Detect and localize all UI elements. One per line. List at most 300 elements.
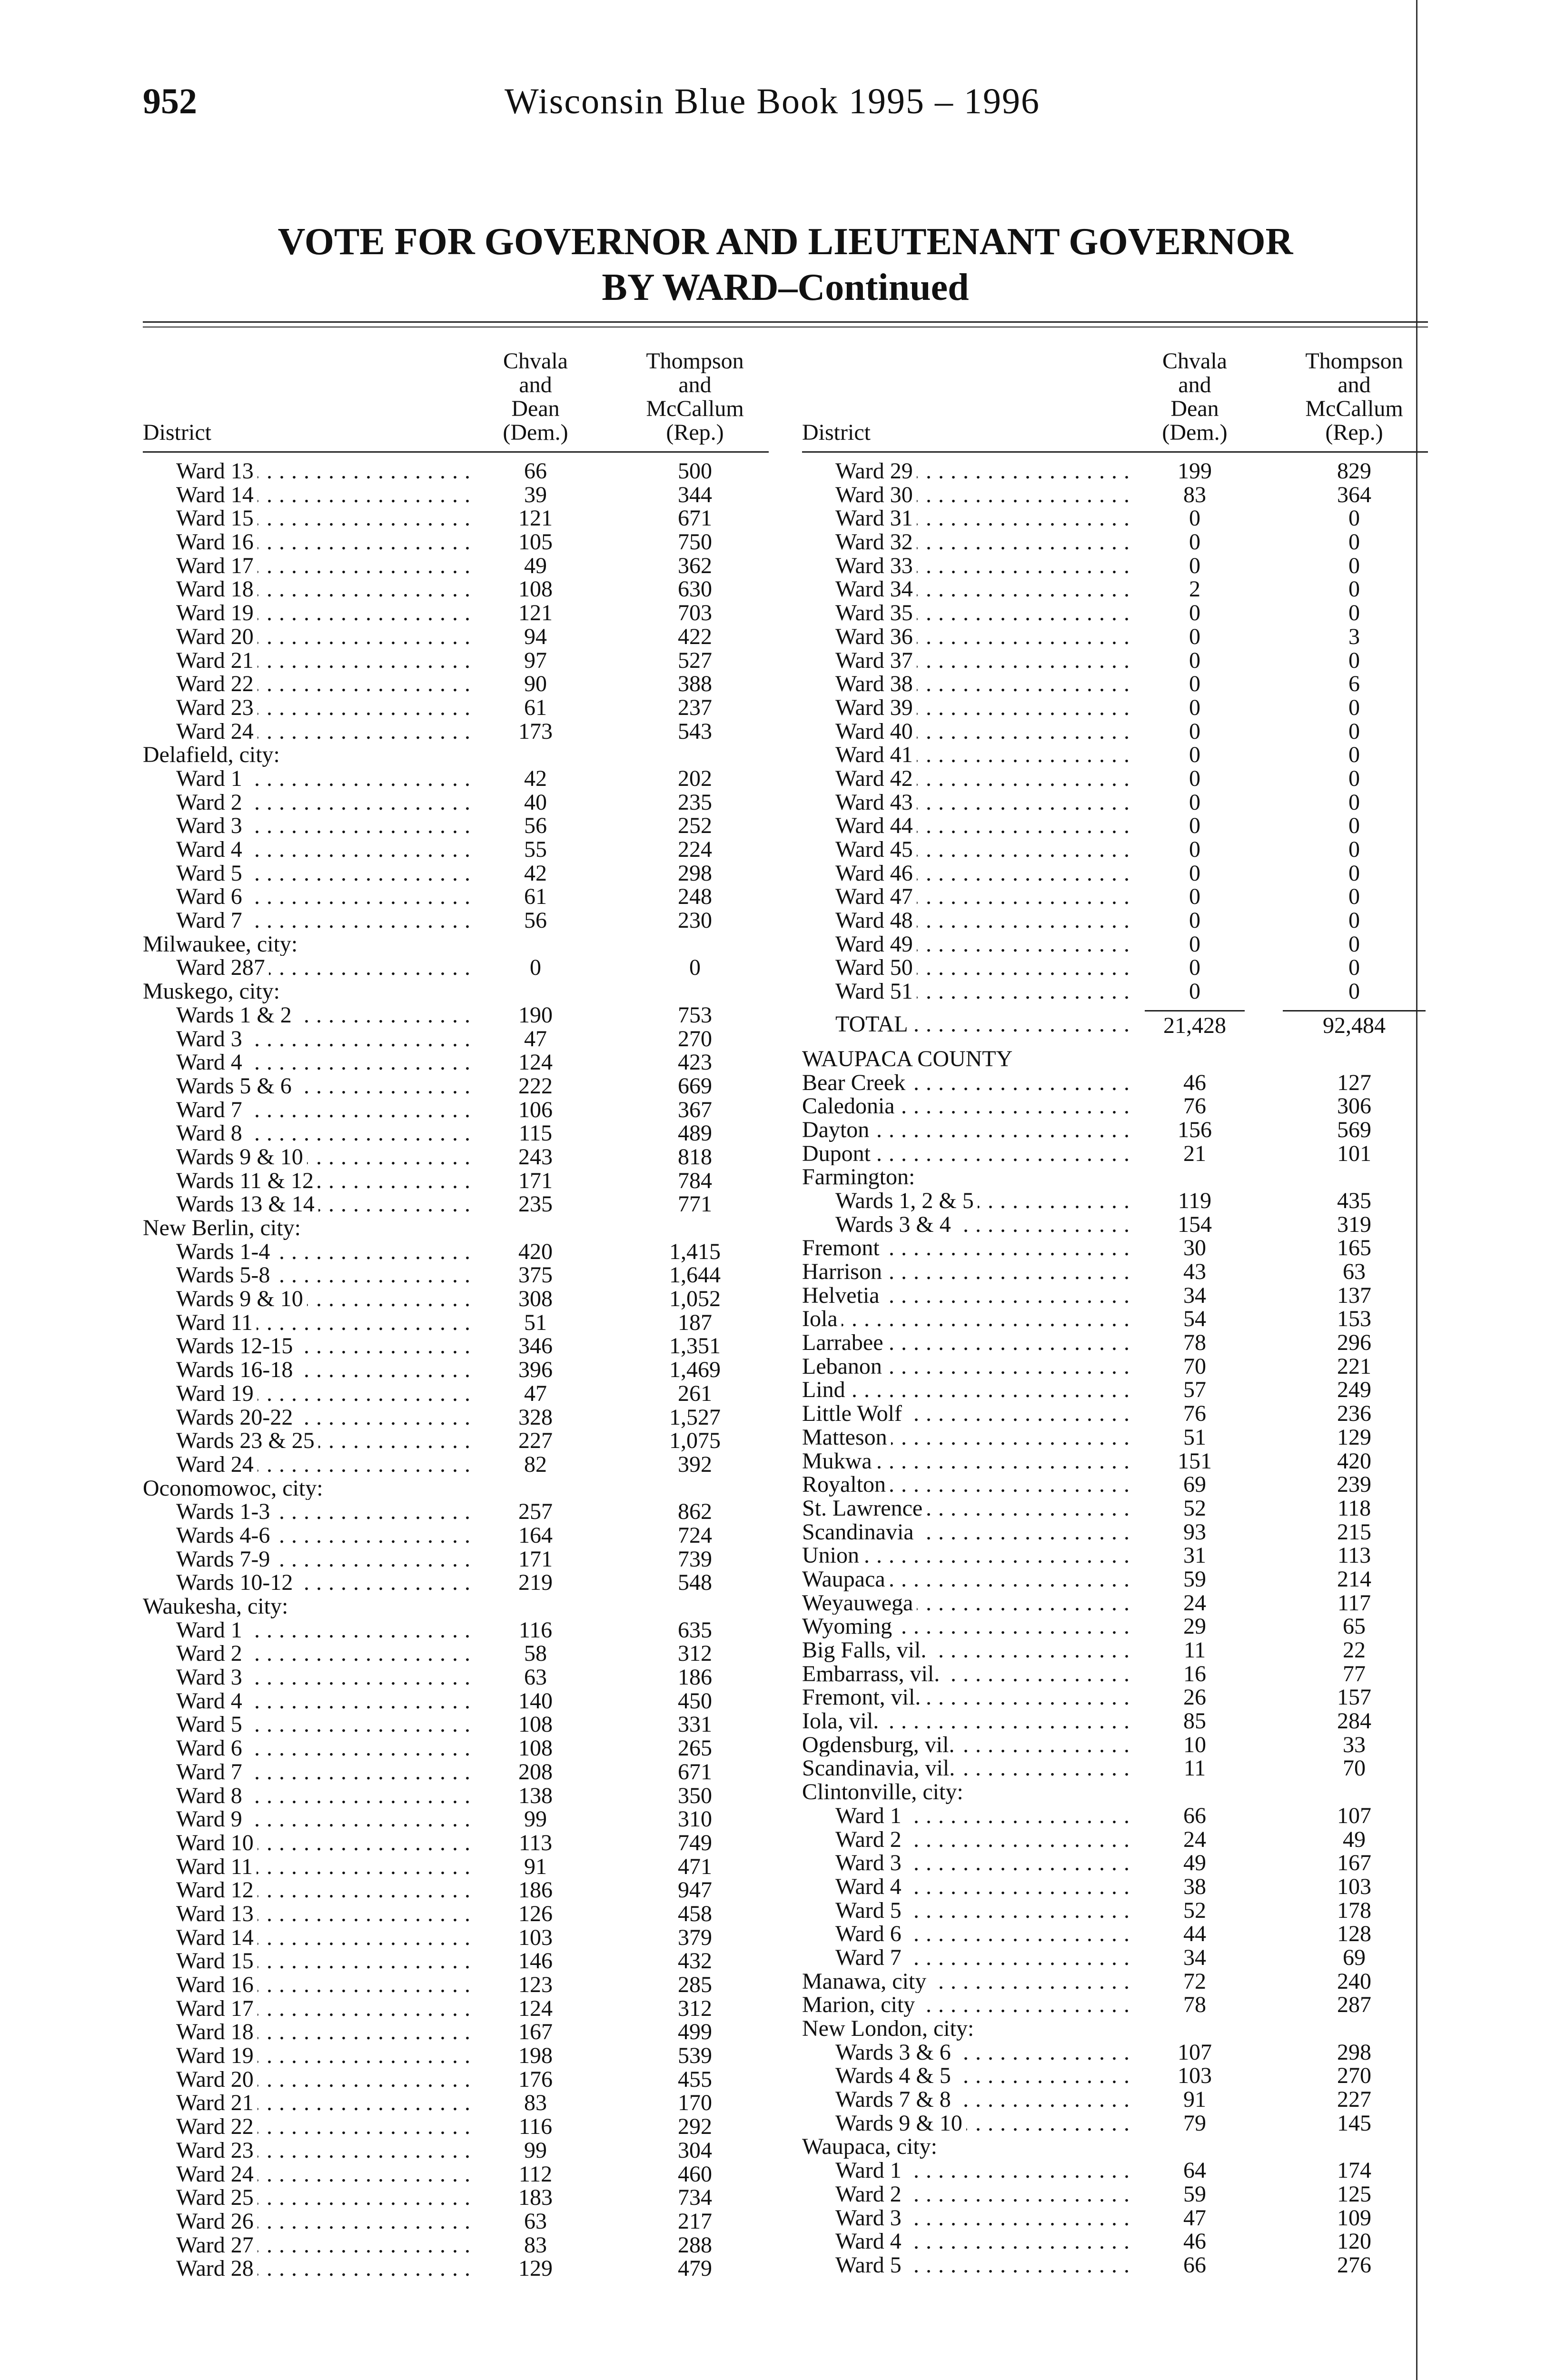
- dem-votes: 129: [518, 2256, 553, 2281]
- table-row: [143, 2139, 769, 2162]
- dem-votes: 83: [524, 2090, 547, 2116]
- rep-votes: 635: [678, 1617, 712, 1643]
- rep-votes: 0: [1348, 955, 1360, 981]
- rep-votes: 0: [1348, 837, 1360, 862]
- district-cell: [143, 1477, 476, 1500]
- district-name: Ward 3: [143, 1666, 246, 1689]
- dem-header-line: and: [1178, 372, 1211, 397]
- rep-votes: 284: [1337, 1708, 1371, 1734]
- table-row: [143, 1642, 769, 1666]
- dem-votes: 21,428: [1145, 1010, 1245, 1040]
- district-cell: [143, 459, 476, 483]
- rep-votes: 287: [1337, 1992, 1371, 2018]
- district-cell: [802, 1189, 1135, 1213]
- rep-votes: 261: [678, 1380, 712, 1406]
- district-name: Ward 24: [143, 1453, 258, 1477]
- district-name: Ward 18: [143, 2020, 258, 2044]
- dem-votes: 56: [524, 908, 547, 933]
- table-row: [143, 1334, 769, 1358]
- district-cell: [802, 1118, 1135, 1142]
- district-cell: [802, 1851, 1135, 1875]
- district-name: Ward 36: [802, 625, 917, 649]
- rep-votes: 367: [678, 1097, 712, 1122]
- rep-votes: 0: [1348, 742, 1360, 768]
- table-row: [802, 1520, 1428, 1544]
- section-heading-row: [802, 2135, 1428, 2159]
- table-row: [143, 2044, 769, 2068]
- district-name: Ward 17: [143, 554, 258, 578]
- district-name: Ward 2: [143, 791, 246, 814]
- district-cell: [802, 1236, 1135, 1260]
- dem-votes: 235: [518, 1191, 553, 1217]
- rep-votes: 117: [1337, 1590, 1371, 1616]
- left-column: [143, 327, 769, 2281]
- district-name: Wards 7-9: [143, 1547, 274, 1571]
- table-row: [802, 1662, 1428, 1686]
- district-cell: [802, 862, 1135, 885]
- district-cell: [802, 838, 1135, 862]
- district-cell: [143, 672, 476, 696]
- rep-votes: 455: [678, 2066, 712, 2092]
- district-name: Ward 37: [802, 649, 917, 673]
- table-row: [802, 956, 1428, 980]
- district-cell: [143, 1855, 476, 1879]
- table-row: [143, 2257, 769, 2281]
- dem-votes: 227: [518, 1428, 553, 1454]
- district-name: New London, city:: [802, 2017, 978, 2041]
- district-name: Little Wolf: [802, 1402, 906, 1426]
- dem-votes: 257: [518, 1499, 553, 1525]
- dem-votes: 66: [1183, 2252, 1206, 2278]
- district-cell: [143, 909, 476, 932]
- section-heading-row: [802, 1780, 1428, 1804]
- district-name: Union: [802, 1544, 863, 1567]
- dem-votes: 61: [524, 884, 547, 910]
- district-name: Ward 8: [143, 1784, 246, 1808]
- dem-votes: 93: [1183, 1519, 1206, 1545]
- table-row: [143, 862, 769, 885]
- right-rows: [802, 453, 1428, 2277]
- table-row: [143, 1145, 769, 1169]
- district-cell: [802, 956, 1135, 980]
- district-name: Ward 24: [143, 720, 258, 744]
- rep-votes: 392: [678, 1451, 712, 1477]
- section-heading-row: [143, 743, 769, 767]
- rep-votes: 471: [678, 1854, 712, 1879]
- district-name: Ward 4: [143, 1051, 246, 1074]
- rep-votes: 548: [678, 1570, 712, 1596]
- table-row: [143, 1311, 769, 1335]
- dem-votes: 42: [524, 765, 547, 791]
- column-header-left: [143, 327, 769, 453]
- dem-votes: 91: [524, 1854, 547, 1879]
- rep-votes: 265: [678, 1735, 712, 1761]
- district-name: Wards 9 & 10: [143, 1145, 307, 1169]
- district-name: Ward 3: [802, 1851, 905, 1875]
- table-row: [143, 1287, 769, 1311]
- dem-votes: 116: [518, 2114, 553, 2140]
- dem-header-line: Chvala: [1162, 348, 1227, 374]
- district-cell: [143, 1169, 476, 1193]
- table-row: [802, 1284, 1428, 1308]
- table-row: [143, 530, 769, 554]
- district-cell: [143, 1216, 476, 1240]
- rep-votes: 6: [1348, 671, 1360, 697]
- page-header: [143, 81, 1428, 133]
- dem-header: [1145, 349, 1245, 445]
- district-cell: [802, 1473, 1135, 1497]
- section-heading-row: [143, 1216, 769, 1240]
- rep-votes: 304: [678, 2137, 712, 2163]
- table-row: [143, 1429, 769, 1453]
- district-cell: [143, 1334, 476, 1358]
- rep-votes: 137: [1337, 1282, 1371, 1308]
- table-row: [802, 1544, 1428, 1567]
- rep-votes: 77: [1343, 1661, 1366, 1686]
- table-row: [143, 601, 769, 625]
- district-name: Ward 42: [802, 767, 917, 791]
- rep-votes: 350: [678, 1783, 712, 1808]
- rep-votes: 187: [678, 1309, 712, 1335]
- district-cell: [143, 1240, 476, 1264]
- district-cell: [802, 577, 1135, 601]
- dem-votes: 59: [1183, 2181, 1206, 2207]
- rep-votes: 276: [1337, 2252, 1371, 2278]
- district-name: Delafield, city:: [143, 743, 284, 767]
- district-name: Ward 21: [143, 2091, 258, 2115]
- table-row: [802, 1449, 1428, 1473]
- district-cell: [143, 2139, 476, 2162]
- table-row: [143, 2233, 769, 2257]
- dem-votes: 198: [518, 2043, 553, 2069]
- district-cell: [802, 1142, 1135, 1166]
- district-name: Ward 16: [143, 1973, 258, 1997]
- table-row: [143, 1051, 769, 1074]
- district-name: Ward 49: [802, 932, 917, 956]
- district-name: Lebanon: [802, 1355, 886, 1378]
- dem-votes: 186: [518, 1877, 553, 1903]
- section-heading-row: [143, 980, 769, 1003]
- district-name: Lind: [802, 1378, 849, 1402]
- district-name: Ward 9: [143, 1807, 246, 1831]
- district-name: Big Falls, vil.: [802, 1638, 930, 1662]
- rep-votes: 1,527: [669, 1404, 721, 1430]
- dem-votes: 55: [524, 837, 547, 862]
- district-name: Ward 44: [802, 814, 917, 838]
- rep-votes: 435: [1337, 1188, 1371, 1213]
- rep-votes: 331: [678, 1712, 712, 1737]
- district-name: Wards 7 & 8: [802, 2088, 955, 2112]
- left-rows: [143, 453, 769, 2281]
- district-name: Ward 13: [143, 1902, 258, 1926]
- rep-votes: 103: [1337, 1874, 1371, 1899]
- district-name: Ward 14: [143, 1926, 258, 1950]
- district-cell: [143, 2233, 476, 2257]
- district-cell: [802, 720, 1135, 744]
- dem-votes: 46: [1183, 1070, 1206, 1095]
- district-cell: [802, 1094, 1135, 1118]
- table-row: [143, 483, 769, 507]
- district-cell: [143, 1145, 476, 1169]
- dem-votes: 24: [1183, 1590, 1206, 1616]
- rep-votes: 118: [1337, 1495, 1371, 1521]
- table-row: [143, 1926, 769, 1950]
- district-name: Ward 4: [802, 1875, 905, 1899]
- district-cell: [802, 2159, 1135, 2182]
- dem-votes: 126: [518, 1901, 553, 1926]
- dem-votes: 85: [1183, 1708, 1206, 1734]
- dem-votes: 78: [1183, 1330, 1206, 1356]
- table-row: [802, 577, 1428, 601]
- rep-header-line: Thompson: [646, 348, 744, 374]
- table-row: [143, 1571, 769, 1595]
- table-row: [143, 1192, 769, 1216]
- district-name: Ward 15: [143, 1949, 258, 1973]
- district-cell: [802, 2088, 1135, 2112]
- district-name: Wards 4-6: [143, 1524, 274, 1547]
- rep-votes: 862: [678, 1499, 712, 1525]
- district-name: Ward 10: [143, 1831, 258, 1855]
- district-cell: [802, 625, 1135, 649]
- district-cell: [143, 1902, 476, 1926]
- table-row: [143, 506, 769, 530]
- district-cell: [802, 1047, 1135, 1071]
- dem-header-line: and: [519, 372, 552, 397]
- rep-votes: 69: [1343, 1944, 1366, 1970]
- district-cell: [802, 2253, 1135, 2277]
- district-name: Ward 23: [143, 696, 258, 720]
- district-name: Wards 3 & 4: [802, 1213, 955, 1237]
- rep-votes: 423: [678, 1050, 712, 1075]
- district-cell: [802, 2135, 1135, 2159]
- district-cell: [802, 1686, 1135, 1709]
- dem-votes: 51: [524, 1309, 547, 1335]
- table-row: [143, 2186, 769, 2210]
- district-cell: [802, 1970, 1135, 1993]
- dem-votes: 0: [1189, 789, 1200, 815]
- district-name: Ward 40: [802, 720, 917, 744]
- district-name: Ward 16: [143, 530, 258, 554]
- section-heading-row: [802, 1047, 1428, 1071]
- table-row: [143, 1169, 769, 1193]
- table-row: [802, 2159, 1428, 2182]
- dem-votes: 49: [524, 553, 547, 578]
- dem-votes: 0: [530, 955, 541, 981]
- dem-votes: 43: [1183, 1259, 1206, 1284]
- district-cell: [143, 1453, 476, 1477]
- rep-votes: 306: [1337, 1093, 1371, 1119]
- district-cell: [802, 1544, 1135, 1567]
- district-cell: [143, 483, 476, 507]
- table-row: [143, 1689, 769, 1713]
- table-row: [143, 2068, 769, 2092]
- table-row: [143, 791, 769, 814]
- district-name: Muskego, city:: [143, 980, 284, 1003]
- top-rule: [143, 321, 1428, 323]
- table-row: [802, 932, 1428, 956]
- table-row: [802, 1615, 1428, 1638]
- dem-votes: 29: [1183, 1614, 1206, 1639]
- dem-votes: 219: [518, 1570, 553, 1596]
- dem-votes: 173: [518, 718, 553, 744]
- district-name: Ward 2: [802, 2182, 905, 2206]
- district-cell: [143, 767, 476, 791]
- dem-votes: 108: [518, 576, 553, 602]
- dem-votes: 79: [1183, 2110, 1206, 2136]
- district-cell: [802, 909, 1135, 932]
- district-cell: [802, 1946, 1135, 1970]
- table-row: [143, 1453, 769, 1477]
- dem-votes: 34: [1183, 1282, 1206, 1308]
- table-row: [802, 1378, 1428, 1402]
- rep-votes: 312: [678, 1641, 712, 1666]
- district-cell: [802, 1780, 1135, 1804]
- district-name: Ward 1: [143, 1618, 246, 1642]
- rep-votes: 109: [1337, 2205, 1371, 2231]
- district-name: Wards 5-8: [143, 1263, 274, 1287]
- table-row: [802, 601, 1428, 625]
- rep-votes: 252: [678, 813, 712, 839]
- district-name: Ward 20: [143, 625, 258, 649]
- table-row: [143, 1406, 769, 1429]
- rep-votes: 527: [678, 647, 712, 673]
- district-cell: [143, 1831, 476, 1855]
- district-cell: [802, 1804, 1135, 1828]
- table-row: [802, 1355, 1428, 1378]
- dem-votes: 0: [1189, 624, 1200, 649]
- district-name: Wyoming: [802, 1615, 896, 1638]
- district-name: Iola, vil.: [802, 1709, 882, 1733]
- dem-votes: 328: [518, 1404, 553, 1430]
- table-row: [143, 554, 769, 578]
- district-name: Ward 33: [802, 554, 917, 578]
- rep-votes: 319: [1337, 1211, 1371, 1237]
- district-cell: [143, 1500, 476, 1524]
- district-name: Ward 50: [802, 956, 917, 980]
- dem-votes: 49: [1183, 1850, 1206, 1876]
- rep-votes: 129: [1337, 1424, 1371, 1450]
- district-name: Ward 4: [143, 1689, 246, 1713]
- table-row: [143, 1760, 769, 1784]
- dem-votes: 0: [1189, 837, 1200, 862]
- district-cell: [143, 649, 476, 673]
- district-name: Ward 39: [802, 696, 917, 720]
- table-row: [802, 980, 1428, 1003]
- table-row: [802, 2064, 1428, 2088]
- district-name: Ward 35: [802, 601, 917, 625]
- dem-votes: 63: [524, 1665, 547, 1690]
- district-name: Ward 18: [143, 577, 258, 601]
- table-row: [143, 2210, 769, 2233]
- dem-votes: 108: [518, 1712, 553, 1737]
- dem-votes: 108: [518, 1735, 553, 1761]
- rep-votes: 214: [1337, 1566, 1371, 1592]
- dem-votes: 64: [1183, 2158, 1206, 2183]
- dem-votes: 54: [1183, 1306, 1206, 1332]
- district-name: Ward 5: [802, 2253, 905, 2277]
- rep-votes: 458: [678, 1901, 712, 1926]
- district-cell: [143, 2091, 476, 2115]
- district-name: Wards 16-18: [143, 1358, 297, 1382]
- rep-votes: 749: [678, 1830, 712, 1855]
- table-row: [802, 1686, 1428, 1709]
- dem-header: [486, 349, 585, 445]
- rep-votes: 703: [678, 600, 712, 626]
- district-cell: [143, 1997, 476, 2021]
- table-row: [802, 1993, 1428, 2017]
- district-cell: [143, 1736, 476, 1760]
- rep-votes: 388: [678, 671, 712, 697]
- district-name: Ward 38: [802, 672, 917, 696]
- table-row: [143, 1736, 769, 1760]
- district-name: Ward 2: [802, 1828, 905, 1852]
- rep-votes: 543: [678, 718, 712, 744]
- dem-votes: 30: [1183, 1235, 1206, 1261]
- district-cell: [802, 814, 1135, 838]
- dem-votes: 0: [1189, 506, 1200, 531]
- district-name: Ward 23: [143, 2139, 258, 2162]
- dem-votes: 154: [1178, 1211, 1212, 1237]
- district-name: Ward 31: [802, 506, 917, 530]
- district-name: Ward 22: [143, 2115, 258, 2139]
- dem-votes: 167: [518, 2019, 553, 2045]
- dem-votes: 0: [1189, 884, 1200, 910]
- district-cell: [802, 530, 1135, 554]
- dem-votes: 99: [524, 1806, 547, 1832]
- table-row: [802, 1733, 1428, 1757]
- table-row: [802, 2230, 1428, 2253]
- rep-votes: 92,484: [1283, 1010, 1426, 1040]
- table-row: [802, 743, 1428, 767]
- district-cell: [802, 1402, 1135, 1426]
- rep-votes: 224: [678, 837, 712, 862]
- district-cell: [143, 1689, 476, 1713]
- district-cell: [802, 672, 1135, 696]
- district-cell: [143, 2115, 476, 2139]
- dem-header-line: (Dem.): [503, 420, 568, 445]
- district-cell: [143, 885, 476, 909]
- district-cell: [143, 1406, 476, 1429]
- dem-votes: 24: [1183, 1826, 1206, 1852]
- rep-votes: 750: [678, 529, 712, 555]
- district-name: Marion, city: [802, 1993, 919, 2017]
- district-name: Fremont, vil.: [802, 1686, 924, 1709]
- dem-votes: 0: [1189, 600, 1200, 626]
- district-name: Ward 21: [143, 649, 258, 673]
- rep-votes: 236: [1337, 1401, 1371, 1427]
- table-row: [143, 1500, 769, 1524]
- table-row: [143, 1831, 769, 1855]
- rep-votes: 669: [678, 1073, 712, 1099]
- district-cell: [802, 1378, 1135, 1402]
- dem-header-line: Dean: [1170, 396, 1219, 421]
- table-row: [802, 625, 1428, 649]
- district-header: District: [143, 420, 211, 445]
- table-row: [802, 767, 1428, 791]
- district-name: Royalton: [802, 1473, 890, 1497]
- dem-votes: 0: [1189, 765, 1200, 791]
- table-row: [802, 1875, 1428, 1899]
- table-title-line-2: BY WARD–Continued: [602, 267, 969, 308]
- table-row: [802, 720, 1428, 744]
- rep-votes: 0: [1348, 600, 1360, 626]
- table-row: [802, 1946, 1428, 1970]
- rep-votes: 0: [1348, 813, 1360, 839]
- table-row: [143, 696, 769, 720]
- rep-votes: 107: [1337, 1803, 1371, 1828]
- rep-votes: 1,415: [669, 1239, 721, 1264]
- district-name: Ward 5: [143, 1713, 246, 1736]
